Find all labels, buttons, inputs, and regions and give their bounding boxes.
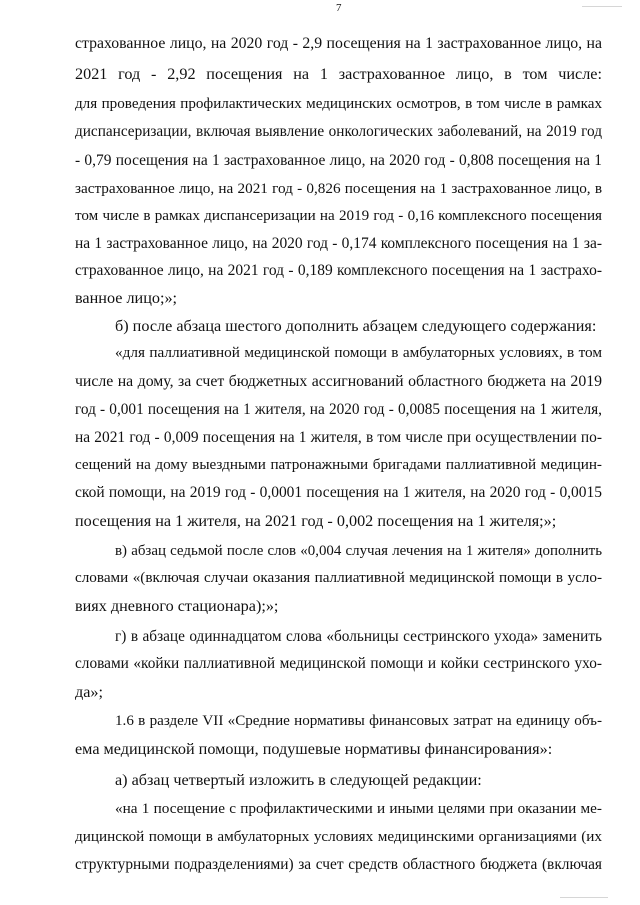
text-line: г) в абзаце одиннадцатом слова «больницы сестринского ухода» заменить [115, 628, 602, 645]
text-line: виях дневного стационара);»; [75, 597, 279, 615]
text-line: дицинской помощи в амбулаторных условиях медицинскими организациями (их [75, 828, 602, 845]
text-line: «на 1 посещение с профилактическими и иными целями при оказании ме- [115, 800, 602, 817]
text-line: структурными подразделениями) за счет средств областного бюджета (включая [75, 856, 602, 873]
text-line: на 2021 год - 0,009 посещения на 1 жителя, в том числе при осуществлении по- [75, 429, 602, 446]
text-line: том числе в рамках диспансеризации на 2019 год - 0,16 комплексного посещения [75, 208, 602, 224]
text-line: посещения на 1 жителя, на 2021 год - 0,002 посещения на 1 жителя;»; [75, 512, 557, 530]
scan-edge-mark-bottom [560, 897, 608, 904]
text-line: для проведения профилактических медицинских осмотров, в том числе в рамках [75, 96, 602, 112]
text-line: 2021 год - 2,92 посещения на 1 застрахованное лицо, в том числе: [75, 65, 602, 83]
text-line: числе на дому, за счет бюджетных ассигнований областного бюджета на 2019 [75, 373, 602, 390]
text-line: 1.6 в разделе VII «Средние нормативы финансовых затрат на единицу объ- [115, 713, 602, 729]
text-line: «для паллиативной медицинской помощи в амбулаторных условиях, в том [115, 344, 602, 361]
text-line: словами «койки паллиативной медицинской помощи и койки сестринского ухо- [75, 655, 602, 672]
text-line: застрахованное лицо, на 2021 год - 0,826 посещения на 1 застрахованное лицо, в [75, 180, 602, 197]
text-line: в) абзац седьмой после слов «0,004 случая лечения на 1 жителя» дополнить [115, 543, 602, 559]
text-line: б) после абзаца шестого дополнить абзацем следующего содержания: [115, 317, 597, 335]
text-line: на 1 застрахованное лицо, на 2020 год - 0,174 комплексного посещения на 1 за- [75, 235, 602, 252]
text-line: год - 0,001 посещения на 1 жителя, на 2020 год - 0,0085 посещения на 1 жителя, [75, 401, 602, 418]
text-line: диспансеризации, включая выявление онкологических заболеваний, на 2019 год [75, 123, 602, 140]
text-line: сещений на дому выездными патронажными бригадами паллиативной медицин- [75, 456, 602, 473]
text-line: страхованное лицо, на 2020 год - 2,9 посещения на 1 застрахованное лицо, на [75, 35, 602, 52]
text-line: - 0,79 посещения на 1 застрахованное лицо, на 2020 год - 0,808 посещения на 1 [75, 152, 602, 169]
text-line: ской помощи, на 2019 год - 0,0001 посещения на 1 жителя, на 2020 год - 0,0015 [75, 484, 602, 501]
text-line: страхованное лицо, на 2021 год - 0,189 комплексного посещения на 1 застрахо- [75, 262, 602, 279]
page-number: 7 [336, 2, 342, 14]
text-line: ема медицинской помощи, подушевые нормативы финансирования»: [75, 740, 553, 758]
text-line: да»; [75, 683, 104, 701]
text-line: ванное лицо;»; [75, 289, 178, 307]
text-line: а) абзац четвертый изложить в следующей редакции: [115, 771, 482, 789]
text-line: словами «(включая случаи оказания паллиативной медицинской помощи в усло- [75, 569, 602, 586]
scan-edge-mark-top [582, 0, 622, 7]
